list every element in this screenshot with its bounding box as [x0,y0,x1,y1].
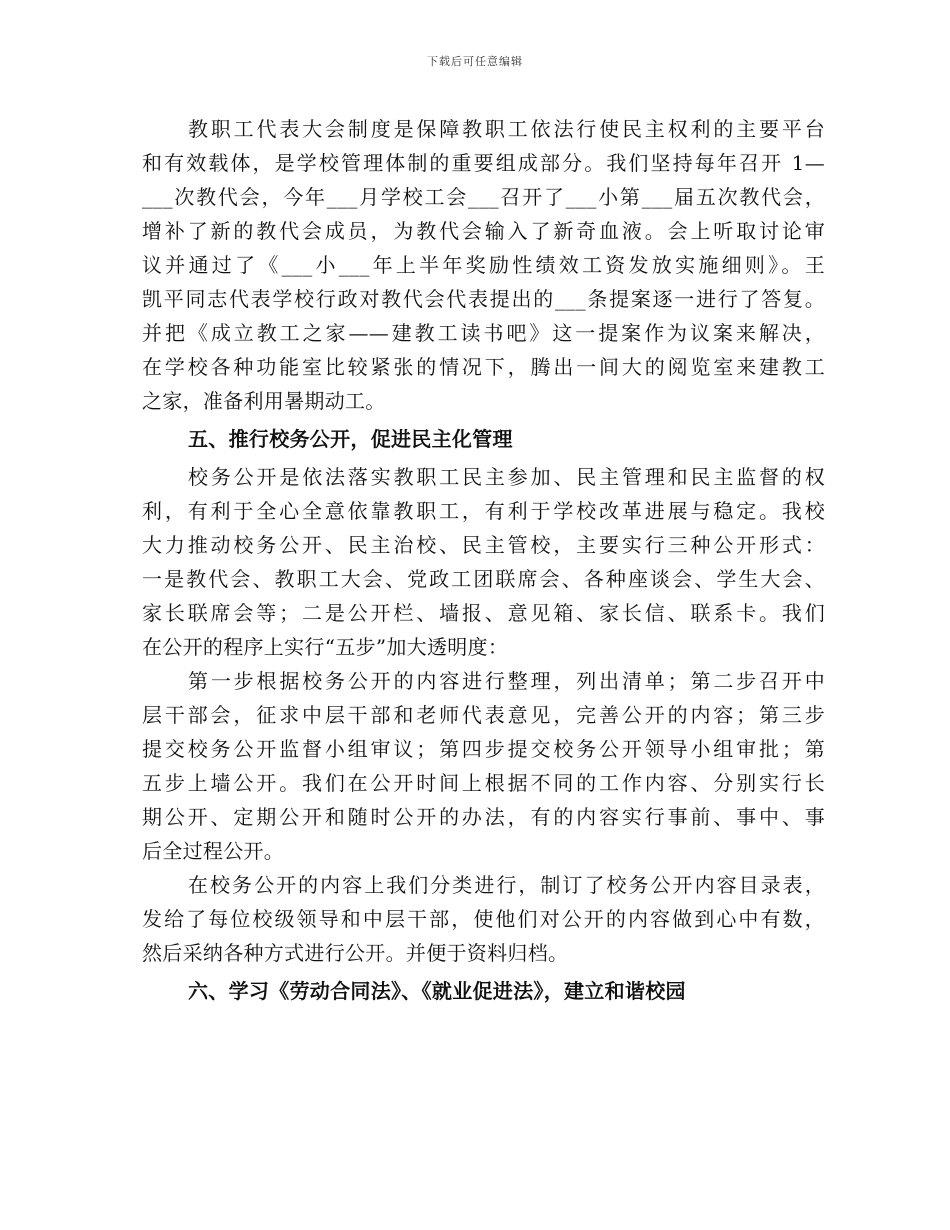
text-line: 利，有利于全心全意依靠教职工，有利于学校改革进展与稳定。我校 [142,499,825,523]
text-line: 在公开的程序上实行“五步”加大透明度： [142,635,509,659]
text-line: 发给了每位校级领导和中层干部，使他们对公开的内容做到心中有数， [142,907,825,931]
paragraph-openness [142,460,825,664]
text-line: 议并通过了《___小___年上半年奖励性绩效工资发放实施细则》。王 [142,253,825,277]
text-line: 大力推动校务公开、民主治校、民主管校，主要实行三种公开形式： [142,533,825,557]
paragraph-classification [142,868,825,970]
text-line: 家长联席会等；二是公开栏、墙报、意见箱、家长信、联系卡。我们 [142,601,825,625]
text-line: 之家，准备利用暑期动工。 [142,389,386,413]
text-line: 层干部会，征求中层干部和老师代表意见，完善公开的内容；第三步 [142,703,825,727]
text-line: 然后采纳各种方式进行公开。并便于资料归档。 [142,941,569,965]
text-line: 校务公开是依法落实教职工民主参加、民主管理和民主监督的权 [188,465,825,489]
text-line: 增补了新的教代会成员，为教代会输入了新奇血液。会上听取讨论审 [142,219,825,243]
text-line: 凯平同志代表学校行政对教代会代表提出的___条提案逐一进行了答复。 [142,287,825,311]
paragraph-five-steps [142,664,825,868]
document-body [142,112,825,1012]
paragraph-congress [142,112,825,418]
text-line: 在学校各种功能室比较紧张的情况下，腾出一间大的阅览室来建教工 [142,355,825,379]
text-line: 期公开、定期公开和随时公开的办法，有的内容实行事前、事中、事 [142,805,825,829]
section-heading-6: 六、学习《劳动合同法》、《就业促进法》，建立和谐校园 [188,979,686,1003]
text-line: 提交校务公开监督小组审议；第四步提交校务公开领导小组审批；第 [142,737,825,761]
text-line: 教职工代表大会制度是保障教职工依法行使民主权利的主要平台 [188,117,825,141]
text-line: 后全过程公开。 [142,839,285,863]
text-line: 并把《成立教工之家——建教工读书吧》这一提案作为议案来解决， [142,321,825,345]
text-line: 第一步根据校务公开的内容进行整理，列出清单；第二步召开中 [188,669,825,693]
text-line: 五步上墙公开。我们在公开时间上根据不同的工作内容、分别实行长 [142,771,825,795]
text-line: ___次教代会，今年___月学校工会___召开了___小第___届五次教代会， [142,185,825,209]
text-line: 一是教代会、教职工大会、党政工团联席会、各种座谈会、学生大会、 [142,567,825,591]
header-note: 下载后可任意编辑 [427,55,523,68]
section-heading-5: 五、推行校务公开，促进民主化管理 [188,427,513,451]
text-line: 和有效载体，是学校管理体制的重要组成部分。我们坚持每年召开 1— [142,151,825,175]
text-line: 在校务公开的内容上我们分类进行，制订了校务公开内容目录表， [188,873,825,897]
